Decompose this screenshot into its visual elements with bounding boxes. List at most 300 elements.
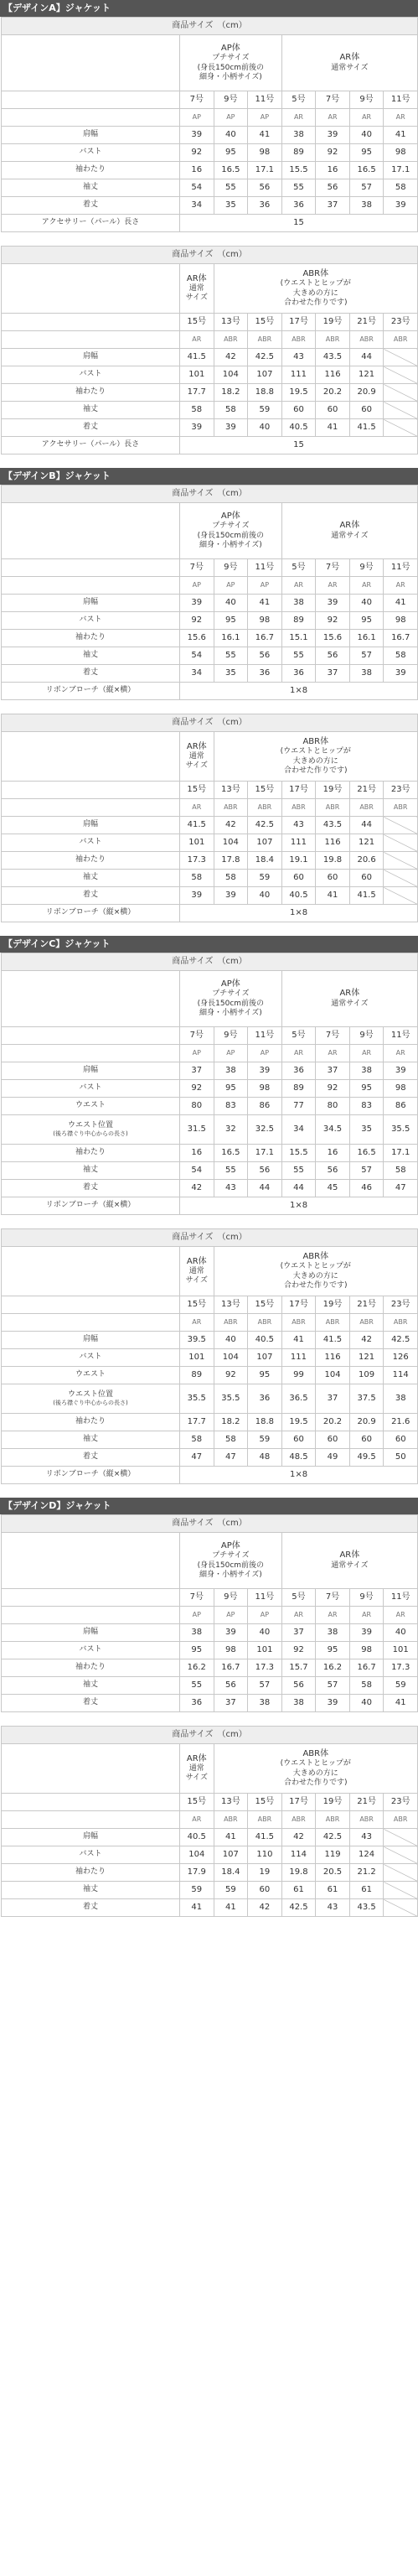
size-number: 9号: [214, 559, 248, 577]
spacer: [0, 454, 418, 468]
measure-value: 57: [349, 647, 384, 665]
extra-label: リボンブローチ（縦×横）: [2, 683, 180, 700]
body-type: ABR: [281, 799, 316, 817]
measure-value: 39: [180, 419, 214, 437]
table-row: [2, 402, 418, 419]
spacer: [0, 1917, 418, 1930]
measure-value: 42.5: [248, 817, 282, 834]
measure-label: [2, 1642, 180, 1659]
size-number: 15号: [248, 1296, 282, 1314]
measure-value: 40: [248, 887, 282, 905]
measure-value: 37: [214, 1695, 248, 1712]
measure-label-text: 着丈: [82, 423, 98, 432]
size-group-a-note: プチサイズ: [212, 54, 250, 63]
measure-value: 56: [248, 647, 282, 665]
measure-label: [2, 1098, 180, 1115]
measure-value: 89: [281, 1080, 316, 1098]
size-number: 5号: [281, 559, 316, 577]
size-number: 9号: [214, 91, 248, 109]
measure-label-text: 肩幅: [82, 820, 98, 829]
empty-cell: [384, 1846, 418, 1864]
measure-label: [2, 1677, 180, 1695]
measure-label: [2, 144, 180, 162]
measure-value: 43: [281, 817, 316, 834]
measure-value: 34.5: [316, 1115, 350, 1145]
measure-value: 38: [214, 1062, 248, 1080]
measure-value: 41: [384, 127, 418, 144]
body-type: ABR: [281, 1811, 316, 1829]
body-type: AP: [180, 1607, 214, 1624]
body-type: AR: [349, 1045, 384, 1062]
size-group-a: [180, 1247, 214, 1296]
measure-value: 42.5: [316, 1829, 350, 1846]
measure-value: 16.2: [316, 1659, 350, 1677]
measure-value: 109: [349, 1367, 384, 1384]
measure-value: 15.5: [281, 162, 316, 179]
measure-label: [2, 127, 180, 144]
measure-value: 50: [384, 1449, 418, 1467]
measure-value: 54: [180, 1162, 214, 1180]
measure-label-text: 袖丈: [82, 1435, 98, 1444]
measure-value: 101: [180, 1349, 214, 1367]
table-row: [2, 419, 418, 437]
measure-label-text: 着丈: [82, 1698, 98, 1707]
measure-label: [2, 665, 180, 683]
measure-label: [2, 1332, 180, 1349]
measure-label-text: 袖丈: [82, 1885, 98, 1894]
size-group-b: [281, 971, 417, 1027]
measure-label-text: 肩幅: [82, 1066, 98, 1075]
measure-label-text: 肩幅: [82, 352, 98, 361]
blank-cell: [2, 109, 180, 127]
measure-value: 42.5: [384, 1332, 418, 1349]
blank-cell: [2, 782, 180, 799]
table-row: [2, 595, 418, 612]
measure-value: 32: [214, 1115, 248, 1145]
measure-value: 15.1: [281, 630, 316, 647]
size-group-a-title: AP体: [220, 511, 240, 521]
size-group-b-title: ABR体: [302, 736, 329, 746]
measure-value: 95: [349, 1080, 384, 1098]
measure-label-text: 着丈: [82, 1452, 98, 1462]
table-row: [2, 1846, 418, 1864]
measure-label: [2, 1145, 180, 1162]
size-group-a-title: AP体: [220, 43, 240, 53]
measure-value: 60: [384, 1431, 418, 1449]
blank-cell: [2, 559, 180, 577]
measure-value: 38: [349, 665, 384, 683]
size-group-a-note: サイズ: [185, 1276, 208, 1285]
size-number: 23号: [384, 1296, 418, 1314]
measure-label: [2, 887, 180, 905]
measure-value: 61: [316, 1882, 350, 1899]
measure-value: 110: [248, 1846, 282, 1864]
measure-value: 37.5: [349, 1384, 384, 1414]
size-number: 11号: [384, 91, 418, 109]
size-number: 21号: [349, 1794, 384, 1811]
size-number: 17号: [281, 782, 316, 799]
measure-value: 16: [180, 162, 214, 179]
measure-label-text: バスト: [79, 1645, 102, 1654]
measure-label: [2, 1162, 180, 1180]
body-type: ABR: [349, 331, 384, 349]
measure-value: 121: [349, 366, 384, 384]
size-group-a-note: (身長150cm前後の: [197, 999, 265, 1008]
measure-value: 44: [349, 349, 384, 366]
spacer: [0, 700, 418, 714]
table-row: [2, 215, 418, 232]
measure-value: 98: [384, 144, 418, 162]
measure-value: 37: [316, 1384, 350, 1414]
measure-value: 39: [316, 127, 350, 144]
size-group-a-note: 細身・小柄サイズ): [199, 540, 262, 549]
measure-label: [2, 1431, 180, 1449]
size-number: 5号: [281, 91, 316, 109]
table-row: [2, 1062, 418, 1080]
size-group-b-title: ABR体: [302, 268, 329, 278]
body-type: ABR: [281, 331, 316, 349]
table-header-label: 商品サイズ （cm）: [2, 1727, 418, 1744]
measure-value: 16.1: [349, 630, 384, 647]
measure-value: 107: [248, 834, 282, 852]
size-number: 15号: [248, 782, 282, 799]
measure-value: 16: [180, 1145, 214, 1162]
body-type: ABR: [214, 1314, 248, 1332]
measure-value: 121: [349, 1349, 384, 1367]
measure-value: 34: [281, 1115, 316, 1145]
measure-value: 40: [384, 1624, 418, 1642]
measure-value: 92: [180, 1080, 214, 1098]
size-number: 5号: [281, 1589, 316, 1607]
body-type: AR: [349, 1607, 384, 1624]
table-header-label: 商品サイズ （cm）: [2, 1229, 418, 1247]
table-row: [2, 144, 418, 162]
measure-value: 60: [316, 402, 350, 419]
measure-value: 41: [248, 127, 282, 144]
measure-value: 114: [384, 1367, 418, 1384]
size-number: 11号: [248, 1589, 282, 1607]
extra-label: アクセサリー（パール）長さ: [2, 437, 180, 454]
measure-value: 107: [248, 366, 282, 384]
size-number: 21号: [349, 782, 384, 799]
size-number: 13号: [214, 1296, 248, 1314]
table-row: [2, 1659, 418, 1677]
measure-value: 98: [248, 1080, 282, 1098]
empty-cell: [384, 366, 418, 384]
table-row: [2, 197, 418, 215]
blank-cell: [2, 91, 180, 109]
measure-value: 41.5: [180, 817, 214, 834]
table-row: [2, 1098, 418, 1115]
size-group-b-note: 合わせた作りです): [284, 766, 348, 775]
body-type: AP: [214, 1045, 248, 1062]
extra-label: リボンブローチ（縦×横）: [2, 1197, 180, 1215]
measure-value: 58: [214, 402, 248, 419]
table-header-label: 商品サイズ （cm）: [2, 18, 418, 35]
size-group-a-title: AP体: [220, 1540, 240, 1550]
measure-value: 36.5: [281, 1384, 316, 1414]
measure-value: 59: [248, 402, 282, 419]
size-number: 13号: [214, 1794, 248, 1811]
size-table-large: [1, 714, 418, 922]
size-group-a-note: サイズ: [185, 761, 208, 771]
table-row: [2, 1349, 418, 1367]
measure-label: [2, 1180, 180, 1197]
measure-label-text: 着丈: [82, 891, 98, 900]
blank-cell: [2, 799, 180, 817]
design-section: [0, 936, 418, 1498]
measure-value: 56: [316, 1162, 350, 1180]
measure-value: 31.5: [180, 1115, 214, 1145]
measure-value: 44: [349, 817, 384, 834]
measure-value: 40.5: [180, 1829, 214, 1846]
size-group-a-note: (身長150cm前後の: [197, 63, 265, 72]
measure-label: [2, 595, 180, 612]
measure-value: 41: [316, 419, 350, 437]
measure-value: 42: [214, 349, 248, 366]
body-type: ABR: [349, 1811, 384, 1829]
measure-value: 104: [180, 1846, 214, 1864]
measure-value: 126: [384, 1349, 418, 1367]
measure-value: 92: [180, 144, 214, 162]
measure-label: [2, 647, 180, 665]
measure-value: 39: [316, 595, 350, 612]
measure-value: 101: [180, 834, 214, 852]
size-number: 9号: [349, 1589, 384, 1607]
measure-value: 20.2: [316, 384, 350, 402]
measure-value: 41: [384, 595, 418, 612]
design-title: 【デザインA】ジャケット: [0, 0, 418, 17]
size-number: 7号: [316, 1027, 350, 1045]
measure-label-text: バスト: [79, 148, 102, 157]
body-type: AR: [316, 577, 350, 595]
measure-value: 37: [180, 1062, 214, 1080]
measure-value: 17.1: [248, 1145, 282, 1162]
body-type: AP: [248, 577, 282, 595]
measure-label-text: 袖丈: [82, 651, 98, 660]
size-group-b-note: (ウエストとヒップが: [280, 1759, 351, 1768]
spacer: [0, 1484, 418, 1498]
measure-value: 60: [349, 1431, 384, 1449]
size-group-a-note: サイズ: [185, 1774, 208, 1783]
measure-label: [2, 1846, 180, 1864]
size-group-b-note: 通常サイズ: [331, 1561, 369, 1570]
body-type: ABR: [248, 799, 282, 817]
table-row: [2, 1829, 418, 1846]
measure-value: 18.2: [214, 384, 248, 402]
measure-value: 38: [349, 197, 384, 215]
measure-value: 58: [349, 1677, 384, 1695]
measure-value: 39: [180, 595, 214, 612]
table-row: [2, 1367, 418, 1384]
table-row: [2, 834, 418, 852]
measure-value: 56: [316, 179, 350, 197]
measure-value: 42: [248, 1899, 282, 1917]
body-type: AR: [281, 577, 316, 595]
size-number: 5号: [281, 1027, 316, 1045]
measure-value: 46: [349, 1180, 384, 1197]
body-type: AP: [180, 109, 214, 127]
body-type: AR: [316, 1045, 350, 1062]
size-number: 7号: [180, 1027, 214, 1045]
body-type: AR: [281, 1045, 316, 1062]
measure-value: 95: [349, 144, 384, 162]
body-type: ABR: [349, 799, 384, 817]
measure-value: 16.5: [349, 162, 384, 179]
body-type: ABR: [214, 799, 248, 817]
size-table-standard: [1, 953, 418, 1215]
size-group-b: [281, 35, 417, 91]
measure-value: 20.9: [349, 1414, 384, 1431]
measure-value: 55: [214, 1162, 248, 1180]
measure-label: [2, 1695, 180, 1712]
size-number: 15号: [180, 1296, 214, 1314]
measure-value: 15.7: [281, 1659, 316, 1677]
measure-value: 41: [316, 887, 350, 905]
measure-value: 111: [281, 834, 316, 852]
empty-cell: [384, 419, 418, 437]
measure-value: 32.5: [248, 1115, 282, 1145]
measure-value: 21.6: [384, 1414, 418, 1431]
measure-value: 111: [281, 366, 316, 384]
measure-value: 101: [384, 1642, 418, 1659]
measure-label-text: 袖わたり: [75, 165, 106, 174]
measure-value: 58: [180, 402, 214, 419]
size-number: 23号: [384, 1794, 418, 1811]
size-number: 21号: [349, 314, 384, 331]
measure-label: [2, 1829, 180, 1846]
measure-value: 60: [316, 1431, 350, 1449]
table-row: [2, 630, 418, 647]
measure-label-text: 袖丈: [82, 873, 98, 882]
measure-value: 35: [214, 665, 248, 683]
measure-label-text: バスト: [79, 1083, 102, 1093]
body-type: AR: [384, 1045, 418, 1062]
measure-value: 60: [281, 402, 316, 419]
size-group-b-note: 通常サイズ: [331, 999, 369, 1008]
body-type: ABR: [384, 331, 418, 349]
size-group-b-title: AR体: [339, 53, 360, 63]
measure-label: [2, 1115, 180, 1145]
measure-value: 39: [180, 127, 214, 144]
body-type: AR: [384, 109, 418, 127]
size-number: 15号: [180, 1794, 214, 1811]
measure-value: 43: [281, 349, 316, 366]
table-row: [2, 1080, 418, 1098]
blank-cell: [2, 1607, 180, 1624]
measure-label-text: 袖わたり: [75, 855, 106, 865]
measure-value: 35.5: [180, 1384, 214, 1414]
measure-value: 58: [384, 1162, 418, 1180]
measure-value: 36: [281, 1062, 316, 1080]
size-group-a-title: AR体: [186, 741, 207, 751]
size-number: 9号: [349, 91, 384, 109]
size-group-a-note: 通常: [188, 752, 204, 761]
size-group-b-title: ABR体: [302, 1251, 329, 1261]
measure-value: 80: [180, 1098, 214, 1115]
table-row: [2, 1677, 418, 1695]
measure-value: 86: [384, 1098, 418, 1115]
size-group-a-note: 細身・小柄サイズ): [199, 72, 262, 81]
measure-value: 38: [180, 1624, 214, 1642]
size-number: 19号: [316, 782, 350, 799]
measure-label-text: バスト: [79, 615, 102, 625]
measure-value: 104: [214, 1349, 248, 1367]
measure-value: 98: [384, 1080, 418, 1098]
size-table-large: [1, 246, 418, 454]
empty-cell: [384, 402, 418, 419]
table-header-label: 商品サイズ （cm）: [2, 714, 418, 732]
measure-value: 116: [316, 366, 350, 384]
size-group-b-note: 合わせた作りです): [284, 298, 348, 307]
measure-value: 56: [316, 647, 350, 665]
measure-value: 89: [281, 612, 316, 630]
size-group-a-note: プチサイズ: [212, 522, 250, 531]
measure-value: 55: [281, 1162, 316, 1180]
measure-value: 48.5: [281, 1449, 316, 1467]
measure-value: 58: [214, 1431, 248, 1449]
size-group-a-note: プチサイズ: [212, 989, 250, 999]
measure-value: 98: [214, 1642, 248, 1659]
size-number: 15号: [180, 314, 214, 331]
measure-label-text: 肩幅: [82, 598, 98, 607]
size-group-b-note: 通常サイズ: [331, 63, 369, 72]
empty-cell: [384, 349, 418, 366]
size-number: 23号: [384, 314, 418, 331]
body-type: AR: [180, 799, 214, 817]
measure-value: 16: [316, 162, 350, 179]
measure-value: 95: [214, 612, 248, 630]
measure-value: 92: [180, 612, 214, 630]
table-row: [2, 1864, 418, 1882]
measure-label: [2, 630, 180, 647]
measure-label: [2, 1349, 180, 1367]
measure-value: 16.5: [214, 162, 248, 179]
measure-value: 39: [248, 1062, 282, 1080]
measure-value: 36: [248, 1384, 282, 1414]
measure-value: 47: [384, 1180, 418, 1197]
measure-value: 17.8: [214, 852, 248, 870]
measure-value: 48: [248, 1449, 282, 1467]
table-row: [2, 1162, 418, 1180]
measure-value: 98: [349, 1642, 384, 1659]
size-number: 7号: [316, 559, 350, 577]
measure-value: 95: [248, 1367, 282, 1384]
measure-label-text: 肩幅: [82, 1628, 98, 1637]
measure-label: [2, 349, 180, 366]
measure-value: 40: [214, 595, 248, 612]
measure-value: 41.5: [180, 349, 214, 366]
size-number: 7号: [180, 91, 214, 109]
spacer: [0, 1712, 418, 1726]
measure-value: 19.8: [281, 1864, 316, 1882]
measure-value: 19.5: [281, 384, 316, 402]
size-group-b-note: (ウエストとヒップが: [280, 747, 351, 756]
body-type: ABR: [316, 1314, 350, 1332]
measure-label-text: 肩幅: [82, 130, 98, 139]
measure-value: 57: [349, 179, 384, 197]
size-group-a: [180, 1744, 214, 1794]
measure-value: 38: [384, 1384, 418, 1414]
measure-value: 40: [349, 127, 384, 144]
table-row: [2, 647, 418, 665]
blank-cell: [2, 732, 180, 782]
size-number: 19号: [316, 1794, 350, 1811]
measure-value: 56: [214, 1677, 248, 1695]
size-number: 11号: [248, 1027, 282, 1045]
extra-value: 1×8: [180, 683, 418, 700]
size-group-a-note: サイズ: [185, 293, 208, 303]
